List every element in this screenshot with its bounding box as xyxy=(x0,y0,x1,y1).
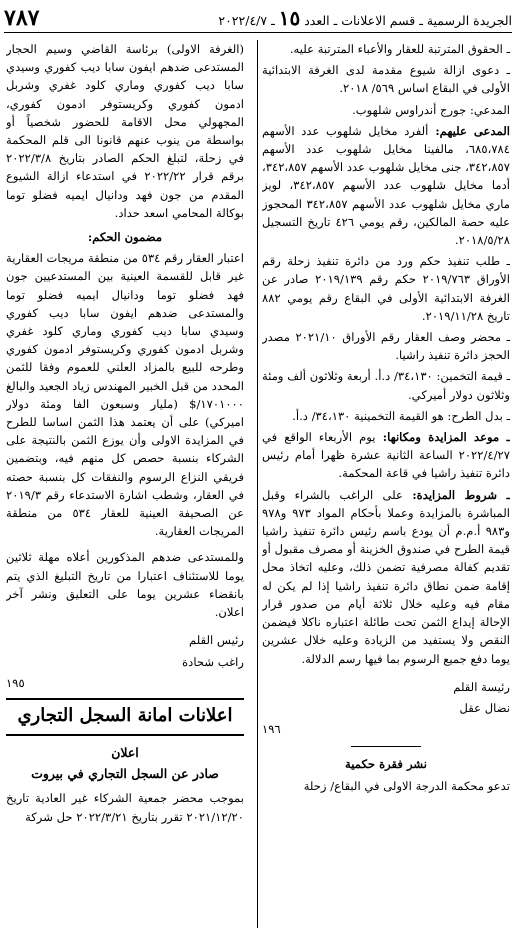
left-column xyxy=(6,40,244,930)
right-column xyxy=(262,40,510,930)
page-number: ٧٨٧ xyxy=(4,5,40,31)
right-signer-name: نضال عقل xyxy=(459,700,510,715)
right-paragraph-defendants xyxy=(262,122,510,249)
section-title: اعلانات امانة السجل التجاري xyxy=(6,698,244,736)
next-notice-title: نشر فقرة حكمية xyxy=(345,757,427,772)
next-notice-text: تدعو محكمة الدرجة الاولى في البقاع/ زحلة xyxy=(303,778,510,793)
right-paragraph-auction-date xyxy=(262,428,510,483)
left-paragraph-summons: (الغرفة الاولى) برئاسة القاضي وسيم الحجار المستدعى ضدهم ايفون سابا ديب كفوري وسيدي سابا ديب كفوري وماري كلود غفري وشربل ادمون كفوري وكريستوفر ادمون كفوري، المجهولي محل الاقامة للحضور شخصياً أو بواسطة من ينوب عنهم قانونا الى قلم المحكمة في زحلة، لتبلغ الحكم الصادر بتاريخ ٢٠٢٢/٣/٨ برقم قرار ٢٠٢٢/٢٢ في استدعاء ازالة الشيوع المقدم من جون فهد ودانيال ايميه فضلو توما بوكالة المحامي اسعد حداد. xyxy=(6,42,244,220)
defendants-label: المدعى عليهم: xyxy=(428,123,510,138)
left-notice-number: ١٩٥ xyxy=(6,675,25,690)
notice-source: صادر عن السجل التجاري في بيروت xyxy=(31,766,219,782)
auction-date-label: ـ موعد المزايدة ومكانها: xyxy=(375,430,510,445)
header-title xyxy=(218,6,512,30)
right-paragraph-lawsuit: ـ دعوى ازالة شيوع مقدمة لدى الغرفة الابتدائية الأولى في البقاع اساس ٥٦٩/ ٢٠١٨. xyxy=(262,63,510,96)
right-paragraph-auction-terms xyxy=(262,486,510,668)
notice-label: اعلان xyxy=(111,744,139,760)
left-paragraph-judgment: اعتبار العقار رقم ٥٣٤ من منطقة مريجات العقارية غير قابل للقسمة العينية بين المستدعيين جون فهد فضلو توما ودانيال ايميه فضلو توما والمستدعى ضدهم ايفون سابا ديب كفوري وسيدي سابا ديب كفوري وماري كلود غفري وشربل ادمون كفوري وكريستوفر ادمون كفوري وطرحه للبيع بالمزاد العلني للعموم وفقا للثمن المحدد من قبل الخبير المهندس زياد الجعيد والبالغ ١٧٠١٠٠٠/$ (مليار وسبعون الفا ومئة دولار اميركي) على أن يعتمد هذا الثمن اساسا للطرح في المزايدة الاولى وأن يوزع الثمن بالنتيجة على الشركاء بنسبة حصص كل منهم فيه، وبتضمين فريقي النزاع الرسوم والنفقات كل بنسبة حصته في العقار، وشطب اشارة الاستدعاء رقم ٢٠١٩/٣ عن الصحيفة العينية للعقار ٥٣٤ من منطقة المريجات العقارية. xyxy=(6,251,244,539)
right-paragraph-starting-price: ـ بدل الطرح: هو القيمة التخمينية ٣٤،١٣٠/ د.أ. xyxy=(292,408,510,423)
left-signer-name: راغب شحادة xyxy=(182,654,244,669)
auction-terms-text: على الراغب بالشراء وقبل المباشرة بالمزايدة وعملا بأحكام المواد ٩٧٣ و٩٧٨ و٩٨٣ أ.م.م أن يودع باسم رئيس دائرة تنفيذ راشيا قيمة الطرح في صندوق الخزينة أو مصرف مقبول أو تقديم كفالة مصرفية تضمن ذلك، وعليه اتخاذ محل إقامة ضمن نطاق دائرة تنفيذ راشيا إذا لم يكن له مقام فيه وعليه خلال ثلاثة أيام من صدور قرار الإحالة إيداع الثمن تحت طائلة اعتباره ناكلا فيضمن النقص ولا يستفيد من الزيادة وعليه خلال عشرين يوما دفع جميع الرسوم بما فيها رسم الدلالة. xyxy=(262,487,510,666)
left-paragraph-appeal: وللمستدعى ضدهم المذكورين أعلاه مهلة ثلاثين يوما للاستئناف اعتبارا من تاريخ التبليغ الذي يتم بانقضاء عشرين يوما على التعليق ونشر آخر اعلان. xyxy=(6,550,244,620)
defendants-text: ألفرد مخايل شلهوب عدد الأسهم ٦٨٥،٧٨٤، مالفينا مخايل شلهوب عدد الأسهم ٣٤٢،٨٥٧، جنى مخايل شلهوب عدد الأسهم ٣٤٢،٨٥٧، أدما مخايل شلهوب عدد الأسهم ٣٤٢،٨٥٧، لويز ماري مخايل شلهوب عدد الأسهم ٣٤٢،٨٥٧ المحجوز عليه حصة المالكين، رقم يومي ٤٢٦ تاريخ التسجيل ٢٠١٨/٥/٢٨. xyxy=(262,123,510,248)
right-paragraph-valuation: ـ قيمة التخمين: ٣٤،١٣٠/ د.أ. أربعة وثلاثون ألف ومئة وثلاثون دولار أميركي. xyxy=(262,369,510,402)
auction-terms-label: ـ شروط المزايدة: xyxy=(402,487,510,502)
separator-rule xyxy=(351,746,421,747)
right-paragraph-plaintiff: المدعي: جورج أندراوس شلهوب. xyxy=(352,102,510,117)
header-date: ـ ٢٠٢٢/٤/٧ xyxy=(218,13,275,28)
left-signer-title: رئيس القلم xyxy=(189,633,244,648)
column-divider xyxy=(257,40,258,928)
right-signer-title: رئيسة القلم xyxy=(453,679,510,694)
page-header xyxy=(4,4,512,33)
header-title-text: الجريدة الرسمية ـ قسم الاعلانات ـ العدد xyxy=(304,13,512,28)
header-issue-number: ١٥ xyxy=(278,6,301,30)
notice-text: بموجب محضر جمعية الشركاء غير العادية تاريخ ٢٠٢١/١٢/٢٠ تقرر بتاريخ ٢٠٢٢/٣/٢١ حل شركة xyxy=(6,791,244,824)
right-paragraph-property-description: ـ محضر وصف العقار رقم الأوراق ٢٠٢١/١٠ مصدر الحجز دائرة تنفيذ راشيا. xyxy=(262,330,510,363)
right-paragraph-rights: ـ الحقوق المترتبة للعقار والأعباء المترتبة عليه. xyxy=(289,42,510,56)
right-paragraph-execution-request: ـ طلب تنفيذ حكم ورد من دائرة تنفيذ زحلة رقم الأوراق ٢٠١٩/٧٦٣ حكم رقم ٢٠١٩/١٣٩ صادر عن الغرفة الابتدائية الأولى في البقاع رقم يومي ٨٨٢ تاريخ ٢٠١٩/١١/٢٨. xyxy=(262,254,510,323)
judgment-content-title: مضمون الحكم: xyxy=(87,230,163,245)
auction-date-text: يوم الأربعاء الواقع في ٢٠٢٢/٤/٢٧ الساعة الثانية عشرة ظهرا أمام رئيس دائرة تنفيذ راشيا في قاعة المحكمة. xyxy=(262,430,510,481)
right-notice-number: ١٩٦ xyxy=(262,722,281,737)
